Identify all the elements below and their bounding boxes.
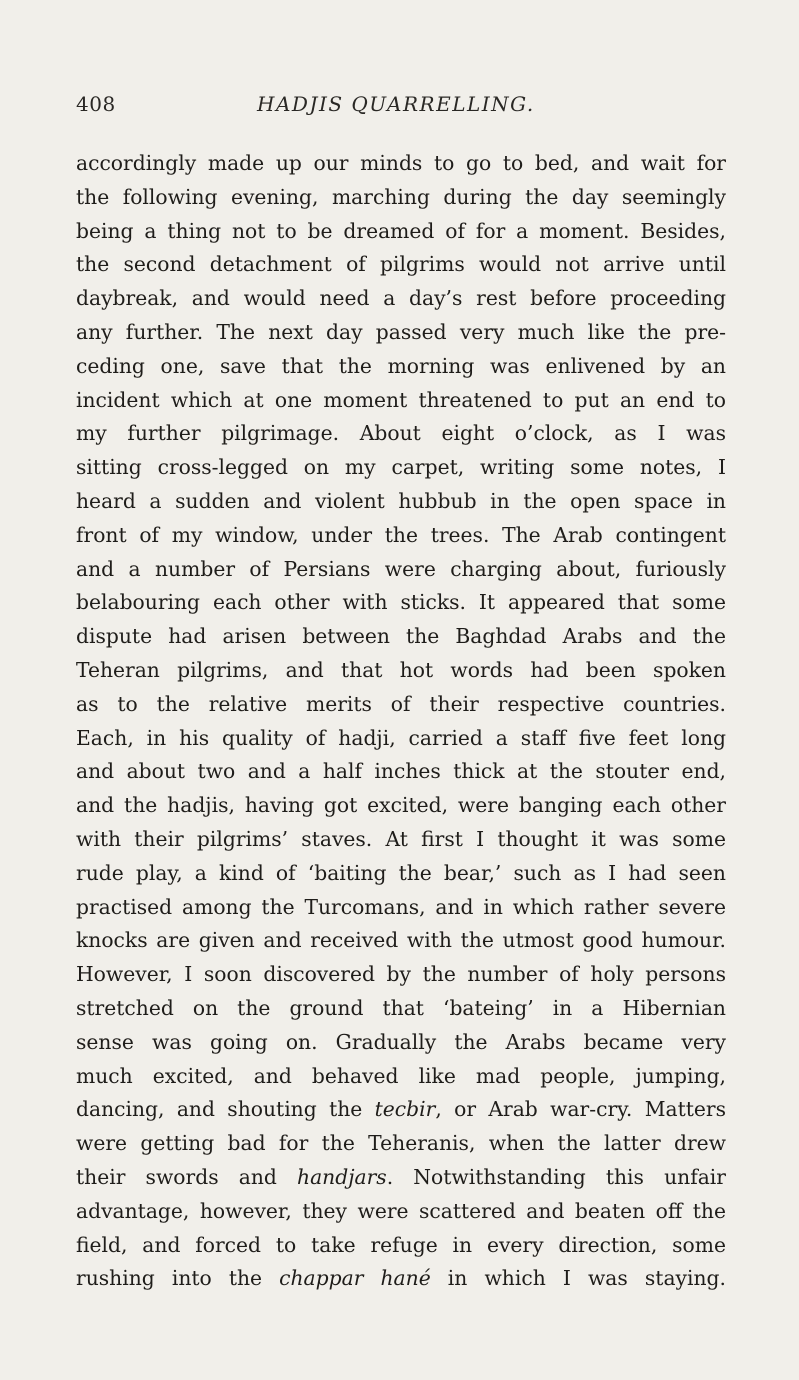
text-line: my further pilgrimage. About eight o’clock, as I was <box>76 421 726 446</box>
text-line: belabouring each other with sticks. It appeared that some <box>76 590 726 615</box>
text-run: their swords and <box>76 1164 298 1189</box>
text-line: as to the relative merits of their respective countries. <box>76 691 726 716</box>
running-title: HADJIS QUARRELLING. <box>257 92 535 116</box>
text-line: rude play, a kind of ‘baiting the bear,’ such as I had seen <box>76 860 726 885</box>
text-line: Each, in his quality of hadji, carried a staff five feet long <box>76 725 726 750</box>
text-line: dispute had arisen between the Baghdad Arabs and the <box>76 624 726 649</box>
text-line <box>76 1161 726 1195</box>
text-line: field, and forced to take refuge in every direction, some <box>76 1232 726 1257</box>
italic-term: tecbir <box>374 1097 436 1122</box>
text-line: accordingly made up our minds to go to bed, and wait for <box>76 151 726 175</box>
text-line: and a number of Persians were charging about, furiously <box>76 556 726 581</box>
text-line <box>76 1093 726 1127</box>
text-line: ceding one, save that the morning was enlivened by an <box>76 353 726 378</box>
text-run: , or Arab war-cry. Matters <box>435 1097 726 1122</box>
text-line: with their pilgrims’ staves. At first I thought it was some <box>76 826 726 851</box>
text-line: Teheran pilgrims, and that hot words had been spoken <box>76 657 726 682</box>
text-line: heard a sudden and violent hubbub in the open space in <box>76 488 726 513</box>
body-text <box>76 147 726 1296</box>
text-line: the second detachment of pilgrims would not arrive until <box>76 252 726 277</box>
text-line: sense was going on. Gradually the Arabs became very <box>76 1029 726 1054</box>
text-line: incident which at one moment threatened to put an end to <box>76 387 726 412</box>
italic-term: chappar hané <box>279 1266 431 1291</box>
text-line: sitting cross-legged on my carpet, writing some notes, I <box>76 455 726 480</box>
text-line: and about two and a half inches thick at the stouter end, <box>76 759 726 784</box>
text-line <box>76 1262 726 1296</box>
text-line: daybreak, and would need a day’s rest before proceeding <box>76 286 726 311</box>
page-number: 408 <box>76 92 116 116</box>
italic-term: handjars <box>297 1164 387 1189</box>
text-line: the following evening, marching during the day seemingly <box>76 184 726 209</box>
text-line: and the hadjis, having got excited, were banging each other <box>76 793 726 818</box>
text-line: advantage, however, they were scattered and beaten off the <box>76 1198 726 1223</box>
text-run: . Notwithstanding this unfair <box>386 1164 726 1189</box>
text-line: any further. The next day passed very much like the pre- <box>76 319 726 344</box>
text-line: being a thing not to be dreamed of for a moment. Besides, <box>76 218 726 243</box>
text-line: practised among the Turcomans, and in which rather severe <box>76 894 726 919</box>
text-line: knocks are given and received with the utmost good humour. <box>76 928 726 953</box>
text-line: However, I soon discovered by the number of holy persons <box>76 962 726 987</box>
text-line: were getting bad for the Teheranis, when the latter drew <box>76 1131 726 1156</box>
text-line: much excited, and behaved like mad people, jumping, <box>76 1063 726 1088</box>
text-line: front of my window, under the trees. The Arab contingent <box>76 522 726 547</box>
running-head <box>76 92 726 122</box>
text-run: in which I was staying. <box>430 1266 726 1291</box>
text-run: dancing, and shouting the <box>76 1097 375 1122</box>
text-run: rushing into the <box>76 1266 280 1291</box>
text-line: stretched on the ground that ‘bateing’ in a Hibernian <box>76 995 726 1020</box>
